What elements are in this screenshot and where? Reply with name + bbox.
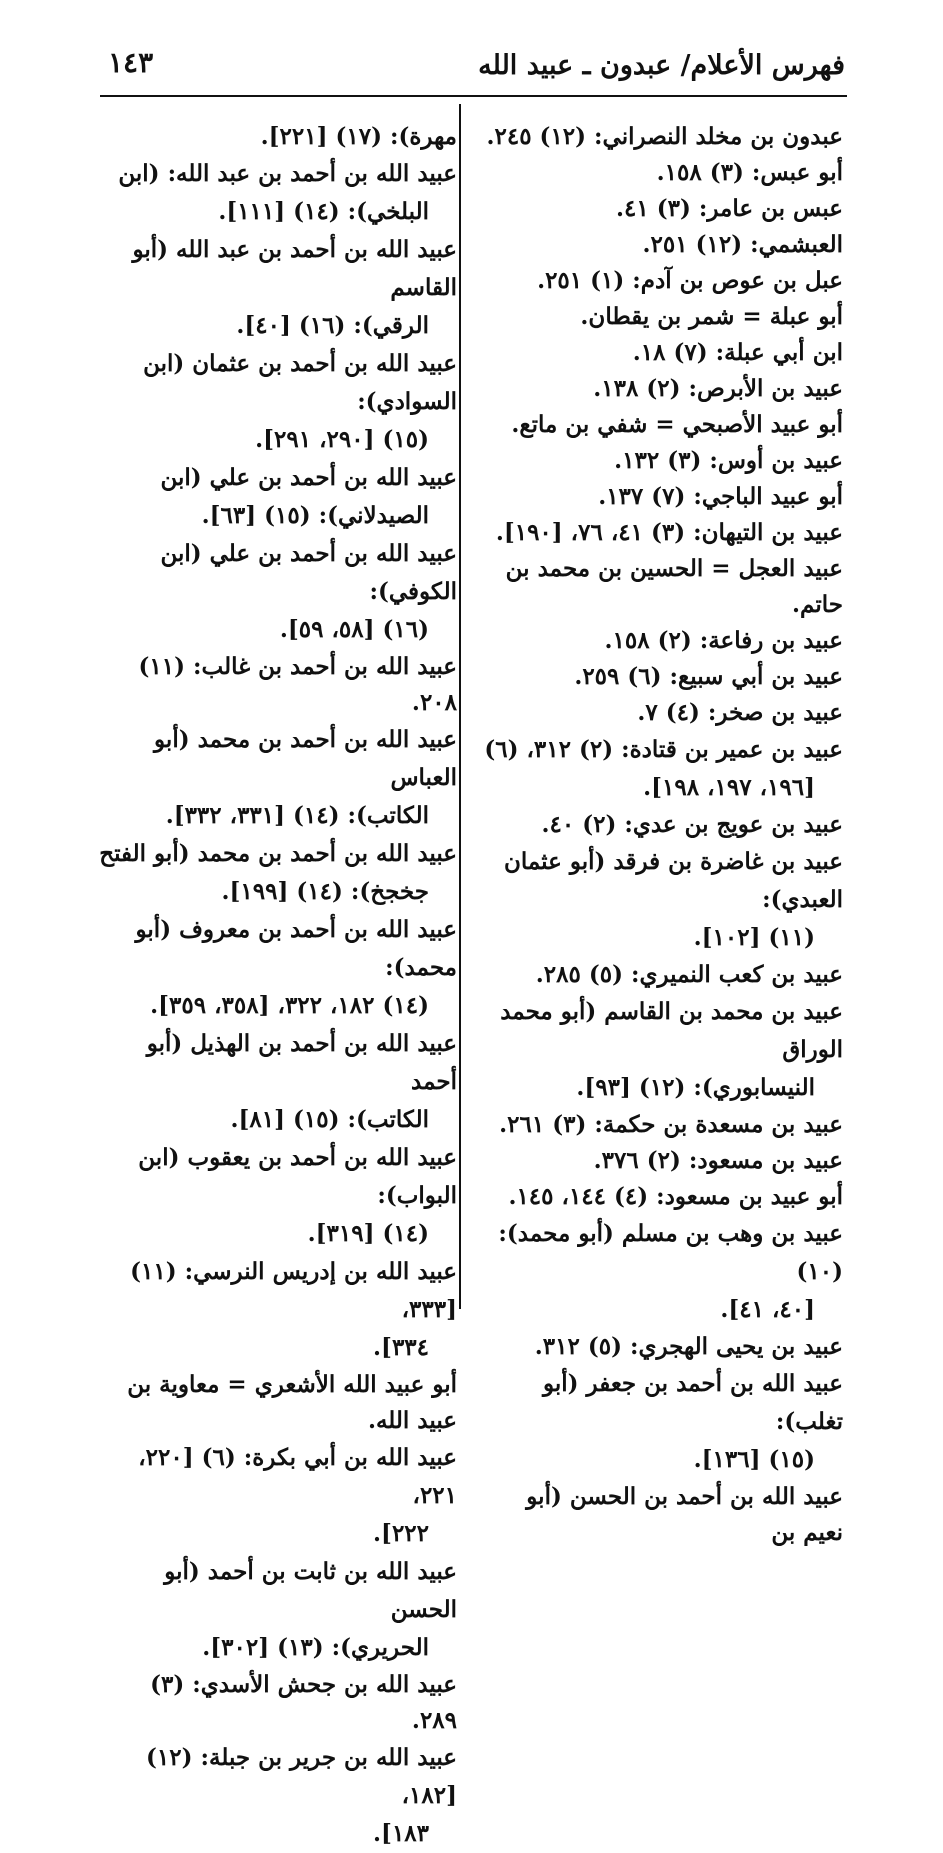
index-entry-text: عبيد بن مسعدة بن حكمة: (٣) ٢٦١. <box>499 1111 843 1138</box>
index-entry-text: عبيد بن محمد بن القاسم (أبو محمد الوراق <box>500 998 843 1063</box>
index-entry <box>99 1025 457 1139</box>
index-entry-continuation: البلخي): (١٤) [١١١]. <box>218 198 429 225</box>
index-entry-text: العبشمي: (١٢) ٢٥١. <box>642 231 843 258</box>
index-entry-text: عبيد الله بن أحمد بن محمد (أبو العباس <box>154 726 457 791</box>
index-entry <box>483 407 843 443</box>
index-entry <box>483 371 843 407</box>
index-entry-continuation: ١٨٣]. <box>373 1820 429 1847</box>
index-entry-text: عبيد الله بن إدريس النرسي: (١١) [٣٣٣، <box>130 1258 457 1323</box>
index-entry <box>483 1365 843 1479</box>
index-entry <box>483 1143 843 1179</box>
index-entry-continuation: (١٤) ١٨٢، ٣٢٢، [٣٥٨، ٣٥٩]. <box>150 992 429 1019</box>
index-entry-text: عبيد بن عمير بن قتادة: (٢) ٣١٢، (٦) <box>484 736 843 763</box>
index-entry-continuation: الكاتب): (١٥) [٨١]. <box>230 1106 429 1133</box>
index-entry-text: عبيد بن وهب بن مسلم (أبو محمد): (١٠) <box>498 1220 843 1285</box>
index-entry <box>483 659 843 695</box>
index-entry-continuation: (١١) [١٠٢]. <box>693 924 815 951</box>
index-entry-text: أبو عبس: (٣) ١٥٨. <box>656 159 843 186</box>
index-entry-text: عبيد بن رفاعة: (٢) ١٥٨. <box>604 627 843 654</box>
index-entry-text: عبيد الله بن أحمد بن علي (ابن <box>160 464 457 491</box>
left-column <box>99 119 457 1853</box>
index-entry <box>99 1667 457 1739</box>
index-entry <box>99 345 457 459</box>
index-entry-continuation: [١٩٦، ١٩٧، ١٩٨]. <box>643 774 815 801</box>
index-entry-text: عبيد بن أوس: (٣) ١٣٢. <box>614 447 843 474</box>
index-entry <box>483 1179 843 1215</box>
index-entry <box>99 721 457 835</box>
index-entry-text: عبيد بن كعب النميري: (٥) ٢٨٥. <box>535 961 843 988</box>
index-entry <box>99 1139 457 1253</box>
index-entry-continuation: (١٦) [٥٨، ٥٩]. <box>279 616 429 643</box>
index-entry <box>483 1107 843 1143</box>
index-entry-text: عبيد الله بن أحمد بن جعفر (أبو تغلب): <box>542 1370 843 1435</box>
index-entry <box>99 1439 457 1553</box>
index-entry-text: أبو عبيد الباجي: (٧) ١٣٧. <box>598 483 843 510</box>
index-entry-text: أبو عبيد الأصبحي = شفي بن ماتع. <box>511 411 843 438</box>
index-entry-text: أبو عبلة = شمر بن يقطان. <box>580 303 843 330</box>
index-entry-text: عبيد الله بن أحمد بن عثمان (ابن السوادي): <box>143 350 457 415</box>
index-entry <box>483 551 843 623</box>
index-entry-text: عبيد الله بن أحمد بن محمد (أبو الفتح <box>99 840 457 867</box>
index-entry-continuation: الكاتب): (١٤) [٣٣١، ٣٣٢]. <box>165 802 429 829</box>
index-entry <box>483 335 843 371</box>
index-entry <box>483 1479 843 1551</box>
index-entry <box>483 227 843 263</box>
index-entry <box>99 119 457 155</box>
index-entry <box>483 119 843 155</box>
index-entry-text: عبيد بن عويج بن عدي: (٢) ٤٠. <box>541 811 843 838</box>
index-entry <box>483 479 843 515</box>
index-entry-text: عبيد بن الأبرص: (٢) ١٣٨. <box>593 375 843 402</box>
index-entry-text: عبيد الله بن أحمد بن الحسن (أبو نعيم بن <box>526 1483 843 1546</box>
index-entry <box>99 155 457 231</box>
index-entry-text: عبيد الله بن أحمد بن غالب: (١١) ٢٠٨. <box>138 653 457 716</box>
index-entry <box>483 731 843 807</box>
index-entry <box>99 1253 457 1367</box>
index-entry <box>483 1329 843 1365</box>
index-entry-text: عبدون بن مخلد النصراني: (١٢) ٢٤٥. <box>486 123 843 150</box>
index-entry-text: عبل بن عوص بن آدم: (١) ٢٥١. <box>537 267 843 294</box>
index-entry-continuation: الحريري): (١٣) [٣٠٢]. <box>202 1634 429 1661</box>
page-header-title: فهرس الأعلام/ عبدون ـ عبيد الله <box>478 50 845 81</box>
index-entry <box>483 155 843 191</box>
index-entry-text: عبيد الله بن أحمد بن يعقوب (ابن البواب): <box>138 1144 457 1209</box>
index-entry-continuation: (١٤) [٣١٩]. <box>307 1220 429 1247</box>
index-entry-text: ابن أبي عبلة: (٧) ١٨. <box>632 339 843 366</box>
index-entry-text: أبو عبيد بن مسعود: (٤) ١٤٤، ١٤٥. <box>508 1183 843 1210</box>
index-entry <box>483 299 843 335</box>
header-rule <box>100 95 847 97</box>
index-entry-continuation: (١٥) [٢٩٠، ٢٩١]. <box>255 426 429 453</box>
index-entry <box>483 843 843 957</box>
index-entry <box>99 535 457 649</box>
index-entry <box>99 911 457 1025</box>
index-entry-text: أبو عبيد الله الأشعري = معاوية بن عبيد الله. <box>127 1371 457 1434</box>
index-entry-text: عبيد الله بن أبي بكرة: (٦) [٢٢٠، ٢٢١، <box>138 1444 457 1509</box>
index-entry-text: عبيد العجل = الحسين بن محمد بن حاتم. <box>505 555 843 618</box>
index-entry-text: عبس بن عامر: (٣) ٤١. <box>615 195 843 222</box>
index-entry-text: عبيد بن صخر: (٤) ٧. <box>637 699 843 726</box>
index-entry <box>483 1215 843 1329</box>
index-entry <box>99 1367 457 1439</box>
index-entry <box>483 993 843 1107</box>
index-entry-text: عبيد بن غاضرة بن فرقد (أبو عثمان العبدي): <box>503 848 843 913</box>
index-entry-text: عبيد الله بن جرير بن جبلة: (١٢) [١٨٢، <box>146 1744 457 1809</box>
index-entry <box>483 807 843 843</box>
index-entry-continuation: ٣٣٤]. <box>373 1334 429 1361</box>
index-entry-continuation: ٢٢٢]. <box>373 1520 429 1547</box>
index-entry <box>483 515 843 551</box>
index-entry-continuation: [٤٠، ٤١]. <box>720 1296 815 1323</box>
index-entry <box>99 1553 457 1667</box>
page-number: ١٤٣ <box>108 46 154 79</box>
index-entry <box>483 957 843 993</box>
index-entry <box>99 459 457 535</box>
index-entry <box>483 443 843 479</box>
index-entry <box>483 263 843 299</box>
index-entry-text: عبيد بن يحيى الهجري: (٥) ٣١٢. <box>534 1333 843 1360</box>
index-entry-text: عبيد الله بن أحمد بن عبد الله (أبو القاسم <box>132 236 457 301</box>
index-entry-text: عبيد الله بن أحمد بن الهذيل (أبو أحمد <box>146 1030 457 1095</box>
index-entry-text: عبيد بن مسعود: (٢) ٣٧٦. <box>593 1147 843 1174</box>
index-entry-text: عبيد الله بن جحش الأسدي: (٣) ٢٨٩. <box>150 1671 457 1734</box>
right-column <box>483 119 843 1551</box>
index-entry-text: عبيد بن أبي سبيع: (٦) ٢٥٩. <box>574 663 843 690</box>
index-entry-text: عبيد الله بن أحمد بن عبد الله: (ابن <box>118 160 457 187</box>
index-entry <box>99 231 457 345</box>
index-entry-text: عبيد الله بن أحمد بن معروف (أبو محمد): <box>135 916 457 981</box>
index-entry-continuation: الصيدلاني): (١٥) [٦٣]. <box>201 502 429 529</box>
index-entry <box>483 191 843 227</box>
index-entry <box>483 695 843 731</box>
index-entry-continuation: الرقي): (١٦) [٤٠]. <box>236 312 429 339</box>
index-entry-continuation: (١٥) [١٣٦]. <box>693 1446 815 1473</box>
index-entry-text: عبيد الله بن ثابت بن أحمد (أبو الحسن <box>164 1558 457 1623</box>
index-entry-continuation: النيسابوري): (١٢) [٩٣]. <box>576 1074 815 1101</box>
index-entry <box>99 649 457 721</box>
index-entry-continuation: جخجخ): (١٤) [١٩٩]. <box>221 878 429 905</box>
index-entry-text: عبيد بن التيهان: (٣) ٤١، ٧٦، [١٩٠]. <box>495 519 843 546</box>
index-entry <box>483 623 843 659</box>
index-entry-text: مهرة): (١٧) [٢٢١]. <box>260 123 457 150</box>
index-entry <box>99 1739 457 1853</box>
index-entry <box>99 835 457 911</box>
column-divider <box>459 104 461 1309</box>
index-entry-text: عبيد الله بن أحمد بن علي (ابن الكوفي): <box>160 540 457 605</box>
